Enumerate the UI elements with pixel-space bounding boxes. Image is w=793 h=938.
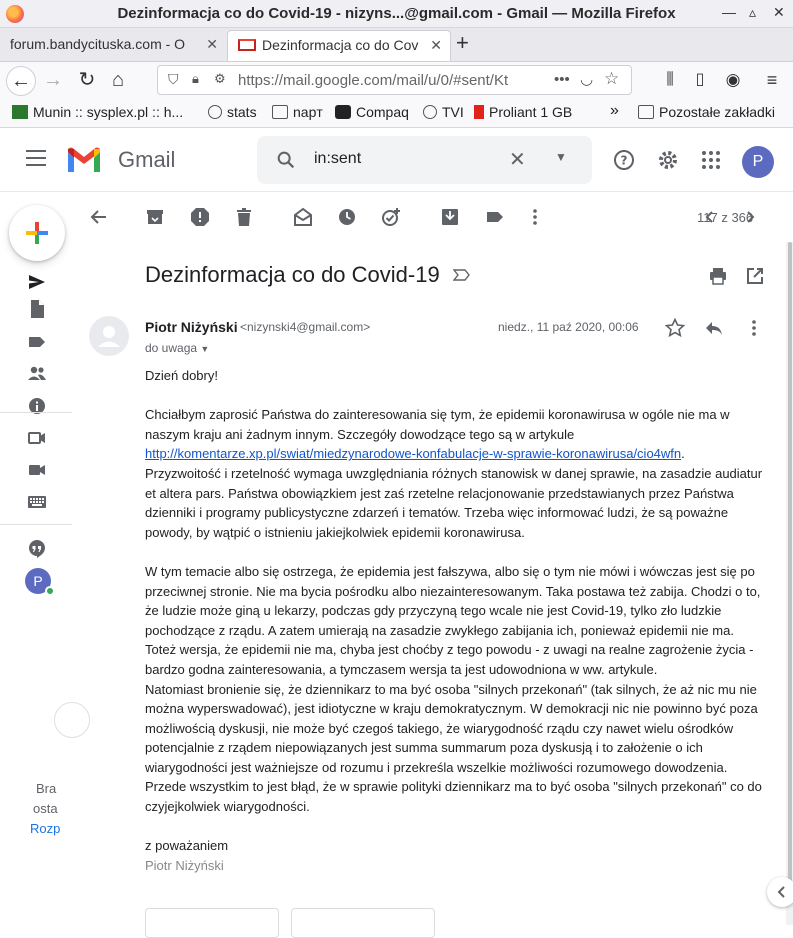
scrollbar-thumb[interactable] xyxy=(788,242,792,902)
body-paragraph: Toteż wersja, że epidemii nie ma, chyba jest choćby z tego powodu - z uwagi na realne zagrożenie życia - bardzo godna zainteresowania, a tymczasem wersja ta jest udowodniona w ww. artykule. xyxy=(145,642,754,677)
bookmark-star-icon[interactable]: ☆ xyxy=(604,69,620,88)
sidebar-icon[interactable]: ▯ xyxy=(695,71,705,88)
reply-button[interactable] xyxy=(145,908,279,938)
lock-icon[interactable]: 🔒︎ xyxy=(192,71,199,86)
back-to-list-icon[interactable] xyxy=(89,207,109,227)
message-toolbar xyxy=(72,192,793,242)
search-icon[interactable] xyxy=(275,149,297,171)
recipient-details-icon[interactable]: ▼ xyxy=(200,344,210,354)
compose-button[interactable] xyxy=(9,205,65,261)
sender-avatar[interactable] xyxy=(89,316,129,356)
rail-divider xyxy=(0,524,72,525)
greeting: Dzień dobry! xyxy=(145,368,218,383)
message-body xyxy=(145,366,770,875)
firefox-logo-icon xyxy=(6,5,24,23)
report-spam-icon[interactable] xyxy=(190,207,210,227)
newer-chevron-icon[interactable] xyxy=(700,207,720,227)
reply-icon[interactable] xyxy=(704,318,724,338)
print-icon[interactable] xyxy=(708,266,728,286)
pagination-count: 117 z 366 xyxy=(697,210,754,225)
move-to-icon[interactable] xyxy=(440,207,460,227)
tab-forum[interactable] xyxy=(0,30,226,61)
library-icon[interactable]: ⫼ xyxy=(666,71,674,88)
rail-partial-link[interactable]: Rozp xyxy=(30,821,61,836)
tab-label: Dezinformacja co do Cov xyxy=(262,37,419,53)
clear-search-icon[interactable]: ✕ xyxy=(509,149,526,171)
body-paragraph: Natomiast bronienie się, że dziennikarz to ma być osoba "silnych przekonań" (tak silnych, że aż nic mu nie można wyperswadować), jest idiotyczne w kraju demokratycznym. W demokracji nic nie powinno być poza możliwością dyskusji, nie może być czegoś takiego, że wiarygodność rządu czy nawet wielu ośrodków potencjalnie z rządem niepowiązanych jest summa summarum poza dyskusją i to założenie o ich wiarygodności jest ważniejsze od rozumu i przekreśla wszelkie możliwości rozumowego dowodzenia. Przede wszystkim to jest błąd, że w sprawie polityki dziennikarz ma to być osoba "silnych przekonań" co do czyjejkolwiek wiarygodności. xyxy=(145,681,762,815)
star-icon[interactable] xyxy=(665,318,685,338)
window-title: Dezinformacja co do Covid-19 - nizyns...@gmail.com - Gmail — Mozilla Firefox xyxy=(117,5,676,22)
importance-marker-icon[interactable] xyxy=(453,268,471,282)
tab-label: forum.bandycituska.com - O xyxy=(10,36,186,52)
hangouts-avatar[interactable]: P xyxy=(25,568,51,594)
forward-icon[interactable]: → xyxy=(43,69,63,91)
window-titlebar xyxy=(0,0,793,28)
signature: Piotr Niżyński xyxy=(145,857,224,873)
folder-icon xyxy=(272,105,288,119)
globe-icon xyxy=(423,105,437,119)
rail-partial-text: osta xyxy=(33,801,58,816)
recipient-line[interactable] xyxy=(145,341,209,355)
rail-partial-text: Bra xyxy=(36,781,57,796)
chevron-left-icon xyxy=(767,877,793,907)
bookmark-compaq[interactable]: Compaq xyxy=(335,104,409,120)
tab-strip xyxy=(0,28,793,62)
sent-icon[interactable] xyxy=(27,272,47,292)
body-paragraph: Chciałbym zaprosić Państwa do zainteresowania się tym, że epidemii koronawirusa w ogóle nie ma w naszym kraju ani żadnym innym. Szczegóły dowodzące tego są w artykule http://komentarze.xp.pl/swiat/miedzynarodowe-konfabulacje-w-sprawie-koronawirusa/cio4wfn. xyxy=(145,407,730,462)
url-path: /mail/u/0/#sent/Kt xyxy=(392,72,509,89)
close-window-icon[interactable]: ✕ xyxy=(773,4,785,20)
sender-name: Piotr Niżyński xyxy=(145,319,238,335)
delete-icon[interactable] xyxy=(234,207,254,227)
settings-gear-icon[interactable] xyxy=(656,148,680,172)
gmail-logo-icon xyxy=(66,146,102,174)
bookmark-stats[interactable]: stats xyxy=(208,104,257,120)
side-panel-toggle[interactable] xyxy=(767,877,793,907)
person-icon xyxy=(89,316,129,356)
bookmark-other[interactable]: Pozostałe zakładki xyxy=(638,104,775,120)
bookmark-munin[interactable]: Munin :: sysplex.pl :: h... xyxy=(12,104,183,120)
body-paragraph: W tym temacie albo się ostrzega, że epidemia jest fałszywa, albo się o tym nie mówi i wówczas jest się po przeciwnej stronie. Nie ma bycia pośrodku albo niezainteresowanym. Taka postawa też zabija. Chodzi o to, że ludzie może giną u lekarzy, podczas gdy przyczyną tego wcale nie jest Covid-19, tylko zło ludzkie pochodzące z rządu. A zatem umierają na zasadzie zwykłego zabijania ich, ponieważ epidemii nie ma. xyxy=(145,563,761,638)
reload-icon[interactable]: ↻ xyxy=(78,69,96,91)
menu-icon[interactable]: ≡ xyxy=(766,70,778,90)
gmail-favicon-icon xyxy=(238,39,256,51)
compose-plus-icon xyxy=(24,220,50,246)
message-date: niedz., 11 paź 2020, 00:06 xyxy=(498,320,639,334)
svg-text:?: ? xyxy=(620,153,628,168)
back-icon[interactable]: ← xyxy=(6,66,36,96)
snooze-clock-icon[interactable] xyxy=(337,207,357,227)
body-paragraph: Przyzwoitość i rzetelność wymaga uwzględniania różnych stanowisk w danej sprawie, na zasadzie audiatur et altera pars. Państwa obowiązkiem jest zaś rzetelne relacjonowanie przedstawianych przez Państwa dzienniki i programy publicystyczne zdarzeń i tematów. Trzeba więc informować ludzi, że są poważne powody, by wątpić o istnieniu jakiejkolwiek epidemii koronawirusa. xyxy=(145,465,763,540)
url-bar[interactable] xyxy=(157,65,632,95)
main-menu-icon[interactable] xyxy=(26,150,46,166)
video-camera-icon[interactable] xyxy=(27,460,47,480)
permissions-icon[interactable]: ⚙ xyxy=(214,71,226,86)
more-bookmarks-icon[interactable]: » xyxy=(610,102,619,119)
tab-gmail[interactable] xyxy=(227,30,451,61)
hp-icon xyxy=(335,105,351,119)
recipient-label: do uwaga xyxy=(145,341,198,355)
older-chevron-icon[interactable] xyxy=(740,207,760,227)
closing: z poważaniem xyxy=(145,838,229,854)
magento-icon xyxy=(474,105,484,119)
rail-partial-circle xyxy=(54,702,90,738)
online-status-dot xyxy=(45,586,55,596)
globe-icon xyxy=(208,105,222,119)
apps-grid-icon[interactable] xyxy=(699,148,723,172)
mark-unread-icon[interactable] xyxy=(293,207,313,227)
message-more-icon[interactable] xyxy=(744,318,764,338)
gmail-wordmark: Gmail xyxy=(118,147,176,172)
bookmark-folder-napt[interactable]: napт xyxy=(272,104,323,120)
drafts-icon[interactable] xyxy=(27,299,47,319)
pocket-icon[interactable]: ◡ xyxy=(580,71,594,88)
hangouts-icon[interactable] xyxy=(27,539,47,559)
labels-icon[interactable] xyxy=(27,332,47,352)
bookmarks-toolbar xyxy=(0,98,793,128)
message-subject: Dezinformacja co do Covid-19 xyxy=(145,262,440,287)
search-bar[interactable] xyxy=(257,136,592,184)
help-icon[interactable] xyxy=(612,148,636,172)
search-options-icon[interactable]: ▼ xyxy=(555,150,567,164)
account-icon[interactable]: ◉ xyxy=(725,70,741,89)
minimize-icon[interactable]: — xyxy=(722,4,736,20)
open-in-new-window-icon[interactable] xyxy=(745,266,765,286)
maximize-icon[interactable]: ▵ xyxy=(749,4,757,20)
add-to-tasks-icon[interactable] xyxy=(381,207,401,227)
info-icon[interactable] xyxy=(27,396,47,416)
url-host: https://mail.google.com xyxy=(238,72,393,89)
shield-icon[interactable]: ⛉ xyxy=(168,71,179,87)
archive-icon[interactable] xyxy=(145,207,165,227)
page-actions-icon[interactable]: ••• xyxy=(550,71,574,88)
navigation-bar xyxy=(0,62,793,98)
folder-icon xyxy=(638,105,654,119)
contacts-icon[interactable] xyxy=(27,364,47,384)
label-icon[interactable] xyxy=(485,207,505,227)
new-tab-icon[interactable]: + xyxy=(456,30,469,55)
keyboard-icon[interactable] xyxy=(27,492,47,512)
close-tab-icon[interactable]: ✕ xyxy=(430,37,442,53)
search-input[interactable]: in:sent xyxy=(314,150,362,167)
close-tab-icon[interactable]: ✕ xyxy=(206,36,218,52)
more-options-icon[interactable] xyxy=(525,207,545,227)
bookmark-tvi[interactable]: TVI xyxy=(423,104,464,120)
home-icon[interactable]: ⌂ xyxy=(111,69,125,91)
article-link[interactable]: http://komentarze.xp.pl/swiat/miedzynarodowe-konfabulacje-w-sprawie-koronawirusa/cio4wfn xyxy=(145,446,682,462)
bookmark-proliant[interactable]: Proliant 1 GB xyxy=(474,104,572,120)
rail-divider xyxy=(0,412,72,413)
munin-icon xyxy=(12,105,28,119)
left-rail xyxy=(0,192,72,925)
account-avatar[interactable]: P xyxy=(742,146,774,178)
sender-email: <nizynski4@gmail.com> xyxy=(240,320,371,334)
gmail-header xyxy=(0,128,793,192)
meet-video-icon[interactable] xyxy=(27,428,47,448)
forward-button[interactable] xyxy=(291,908,435,938)
